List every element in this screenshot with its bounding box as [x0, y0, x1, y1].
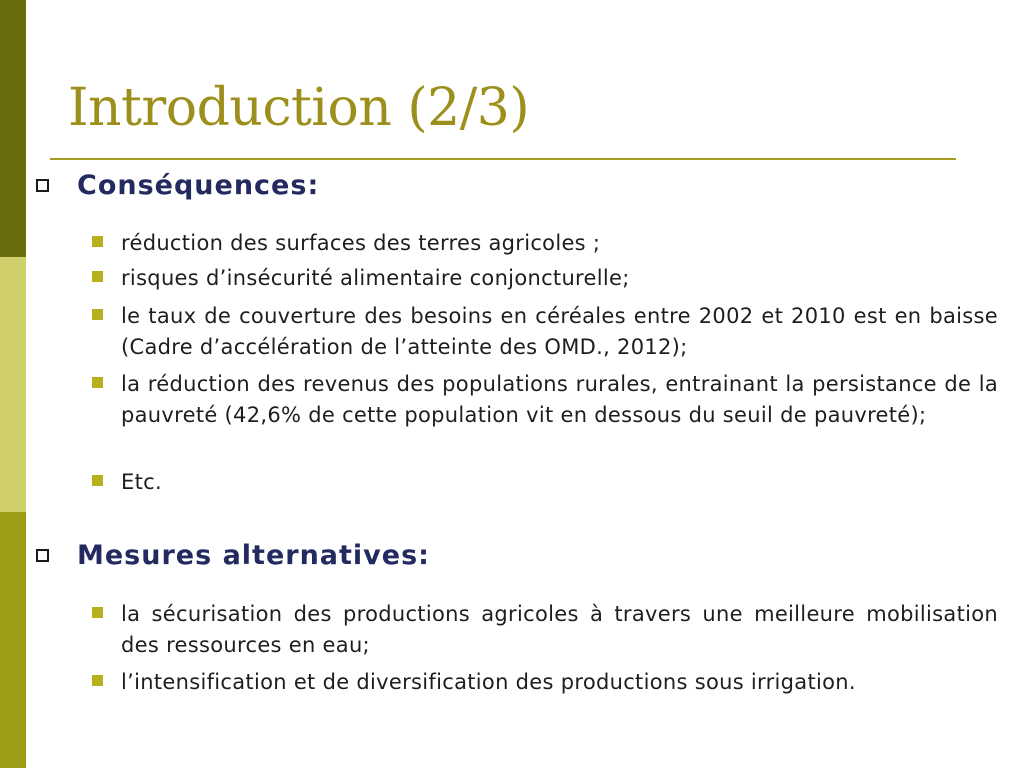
list-item-text: risques d’insécurité alimentaire conjoncturelle; [121, 266, 630, 290]
square-bullet-icon [92, 236, 103, 247]
list-item [92, 667, 998, 698]
title-underline [50, 158, 956, 160]
hollow-square-bullet-icon [36, 549, 49, 562]
section-heading-text: Mesures alternatives: [77, 540, 430, 571]
list-item [92, 301, 998, 363]
list-item-text: le taux de couverture des besoins en céréales entre 2002 et 2010 est en baisse (Cadre d’accélération de l’atteinte des OMD., 2012); [121, 304, 998, 359]
square-bullet-icon [92, 675, 103, 686]
list-item-text: la réduction des revenus des populations rurales, entrainant la persistance de la pauvreté (42,6% de cette population vit en dessous du seuil de pauvreté); [121, 372, 998, 427]
list-item-text: l’intensification et de diversification des productions sous irrigation. [121, 670, 856, 694]
side-bar-top [0, 0, 26, 257]
section-heading-consequences [36, 170, 319, 201]
list-item [92, 228, 998, 259]
square-bullet-icon [92, 475, 103, 486]
slide-title: Introduction (2/3) [68, 78, 530, 138]
list-item-text: réduction des surfaces des terres agricoles ; [121, 231, 601, 255]
square-bullet-icon [92, 377, 103, 388]
square-bullet-icon [92, 607, 103, 618]
square-bullet-icon [92, 309, 103, 320]
list-item [92, 599, 998, 661]
section-heading-text: Conséquences: [77, 170, 320, 201]
hollow-square-bullet-icon [36, 179, 49, 192]
list-item [92, 369, 998, 431]
list-item-text: Etc. [121, 470, 162, 494]
side-bar-bottom [0, 512, 26, 768]
section-heading-mesures [36, 540, 430, 571]
list-item-text: la sécurisation des productions agricoles à travers une meilleure mobilisation des ressources en eau; [121, 602, 998, 657]
list-item [92, 467, 998, 498]
list-item [92, 263, 998, 294]
side-bar-middle [0, 257, 26, 512]
square-bullet-icon [92, 271, 103, 282]
